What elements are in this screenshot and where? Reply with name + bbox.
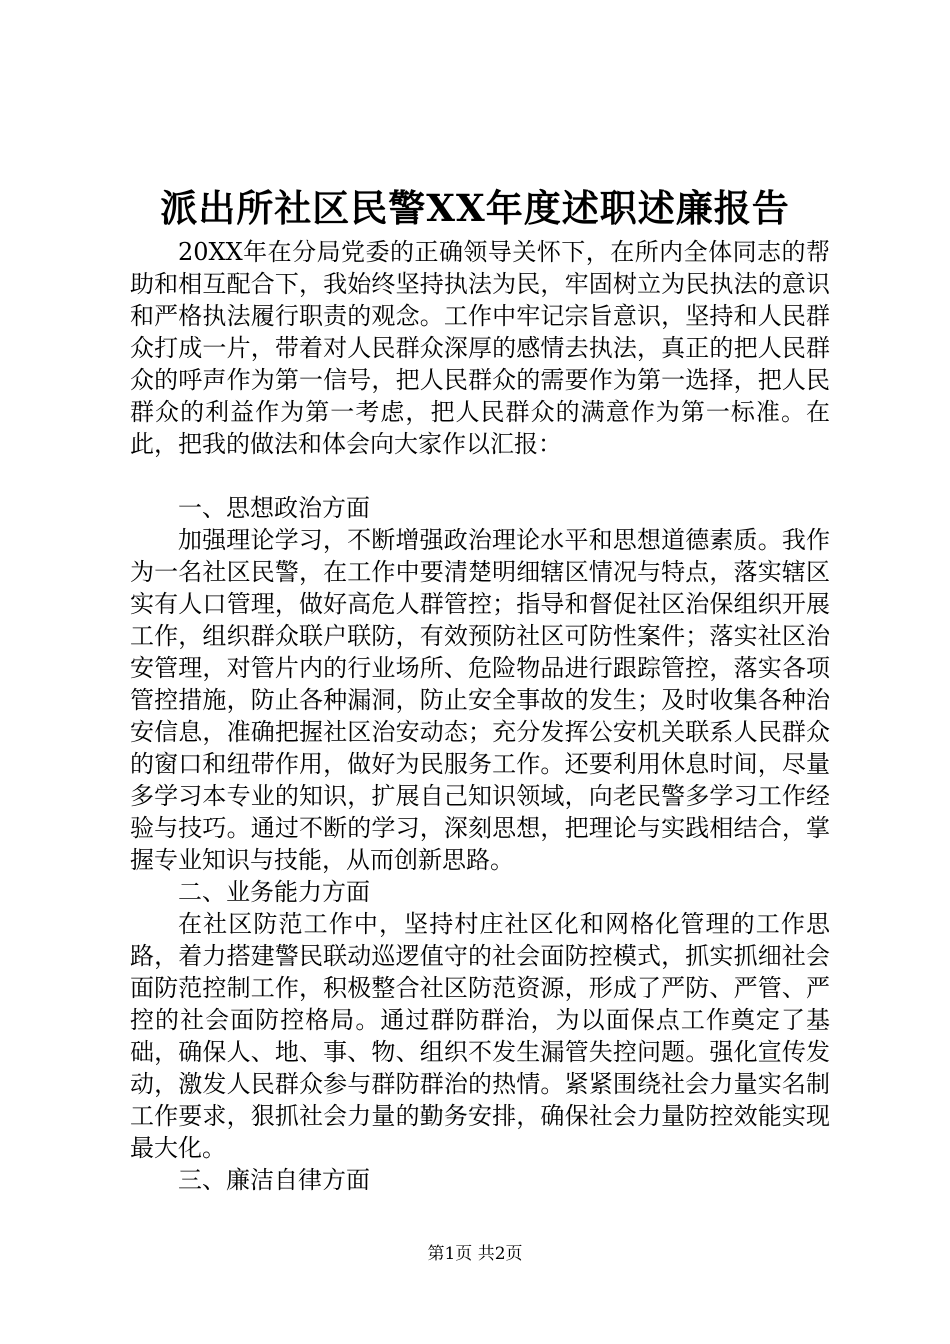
intro-paragraph: 20XX年在分局党委的正确领导关怀下，在所内全体同志的帮助和相互配合下，我始终坚持执法为民，牢固树立为民执法的意识和严格执法履行职责的观念。工作中牢记宗旨意识，坚持和人民群众打成一片，带着对人民群众深厚的感情去执法，真正的把人民群众的呼声作为第一信号，把人民群众的需要作为第一选择，把人民群众的利益作为第一考虑，把人民群众的满意作为第一标准。在此，把我的做法和体会向大家作以汇报： — [130, 238, 830, 458]
document-body — [130, 236, 830, 1196]
section-heading-3: 三、廉洁自律方面 — [178, 1166, 370, 1194]
section-paragraph-1: 加强理论学习，不断增强政治理论水平和思想道德素质。我作为一名社区民警，在工作中要清楚明细辖区情况与特点，落实辖区实有人口管理，做好高危人群管控；指导和督促社区治保组织开展工作，组织群众联户联防，有效预防社区可防性案件；落实社区治安管理，对管片内的行业场所、危险物品进行跟踪管控，落实各项管控措施，防止各种漏洞，防止安全事故的发生；及时收集各种治安信息，准确把握社区治安动态；充分发挥公安机关联系人民群众的窗口和纽带作用，做好为民服务工作。还要利用休息时间，尽量多学习本专业的知识，扩展自己知识领域，向老民警多学习工作经验与技巧。通过不断的学习，深刻思想，把理论与实践相结合，掌握专业知识与技能，从而创新思路。 — [130, 526, 830, 874]
section-heading-1: 一、思想政治方面 — [178, 494, 370, 522]
page-footer: 第1页 共2页 — [427, 1244, 523, 1264]
document-title: 派出所社区民警XX年度述职述廉报告 — [160, 186, 790, 230]
section-heading-2: 二、业务能力方面 — [178, 878, 370, 906]
paragraph-spacer — [130, 460, 830, 492]
section-paragraph-2: 在社区防范工作中，坚持村庄社区化和网格化管理的工作思路，着力搭建警民联动巡逻值守的社会面防控模式，抓实抓细社会面防范控制工作，积极整合社区防范资源，形成了严防、严管、严控的社会面防控格局。通过群防群治，为以面保点工作奠定了基础，确保人、地、事、物、组织不发生漏管失控问题。强化宣传发动，激发人民群众参与群防群治的热情。紧紧围绕社会力量实名制工作要求，狠抓社会力量的勤务安排，确保社会力量防控效能实现最大化。 — [130, 910, 830, 1162]
